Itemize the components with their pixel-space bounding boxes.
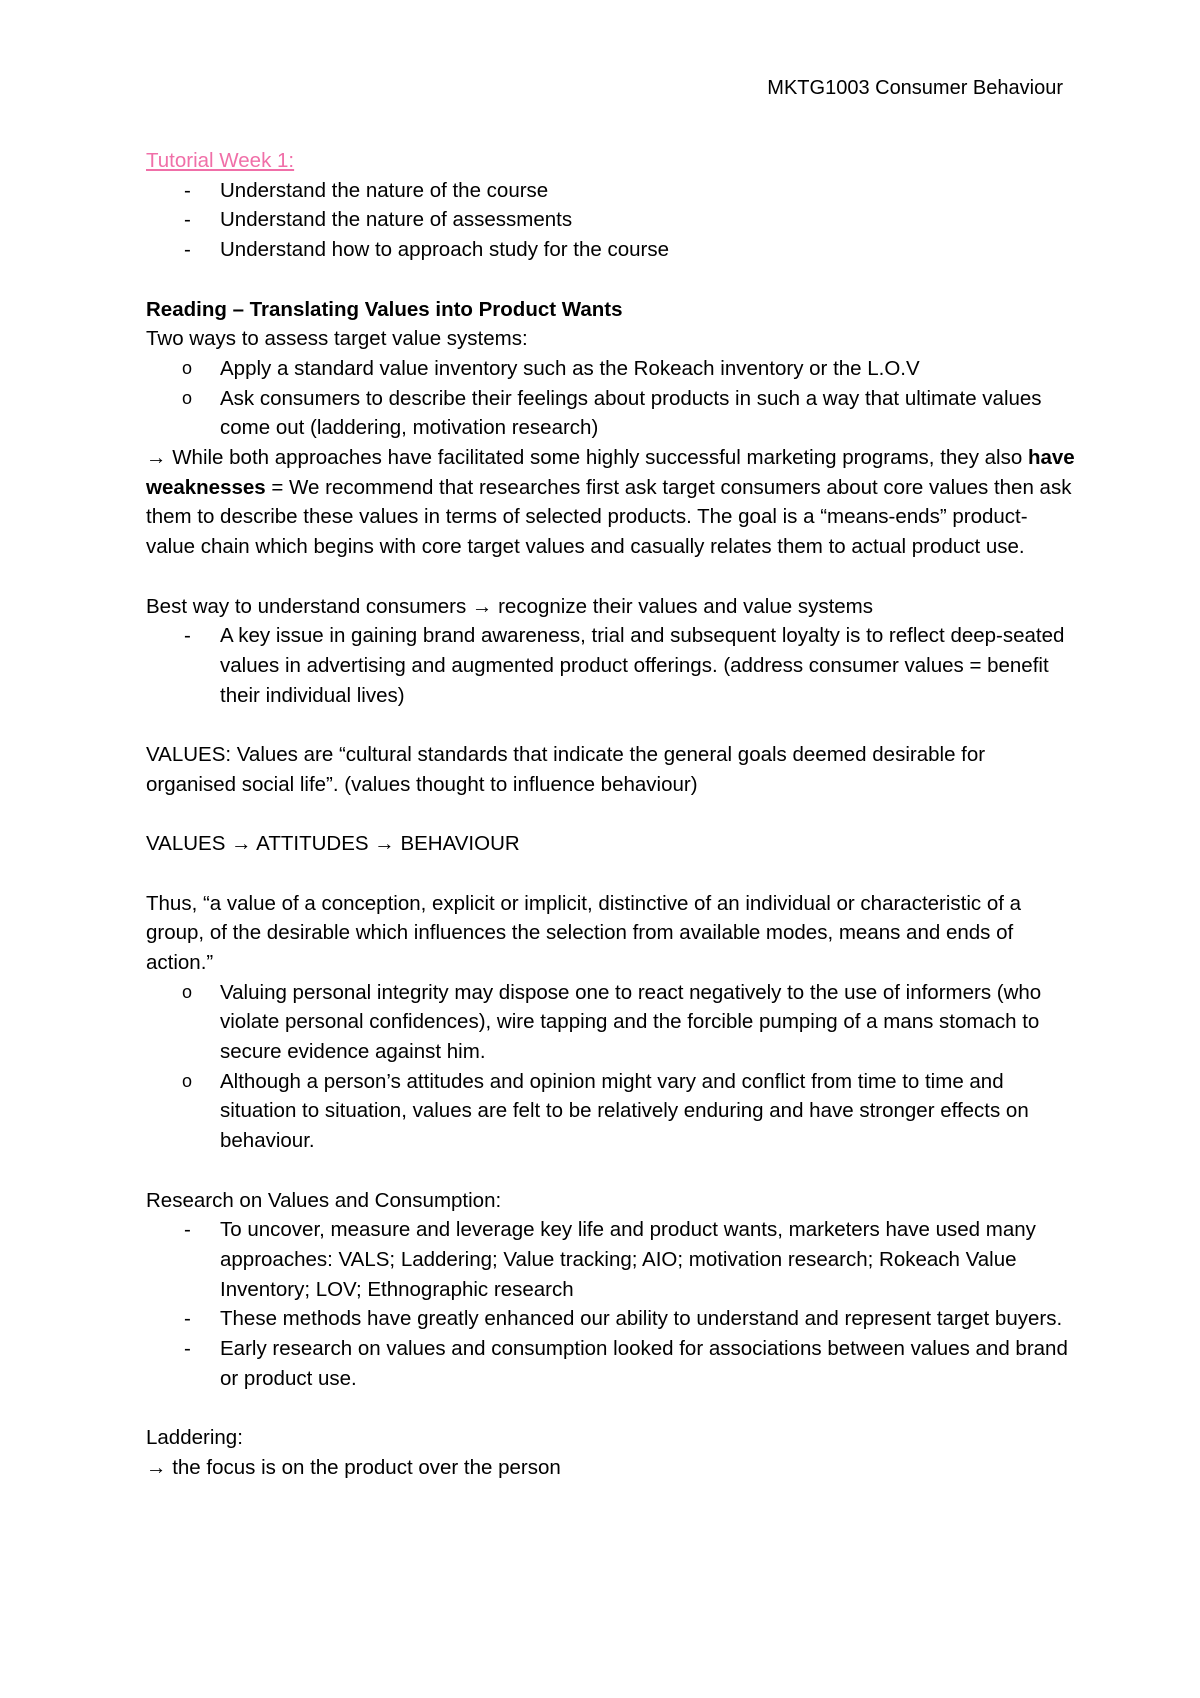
arrow-icon: →	[231, 832, 252, 856]
circle-bullet: o	[182, 981, 193, 1002]
circle-bullet: o	[182, 1070, 193, 1091]
research-heading: Research on Values and Consumption:	[146, 1188, 502, 1212]
reading-method-item	[146, 354, 1076, 384]
arrow-icon: →	[146, 1455, 167, 1479]
research-item-text: Early research on values and consumption looked for associations between values and brand or product use.	[220, 1337, 1068, 1390]
reading-method-text: Apply a standard value inventory such as the Rokeach inventory or the L.O.V	[220, 356, 920, 380]
understand-item-text: A key issue in gaining brand awareness, trial and subsequent loyalty is to reflect deep-seated values in advertising and augmented product offerings. (address consumer values = benefit their individual lives)	[220, 624, 1065, 707]
dash-bullet: -	[184, 1307, 191, 1331]
circle-bullet: o	[182, 357, 193, 378]
reading-paragraph-part1: While both approaches have facilitated some highly successful marketing programs, they also	[172, 446, 1028, 470]
reading-intro: Two ways to assess target value systems:	[146, 327, 528, 351]
document-body	[146, 146, 1076, 1483]
research-item	[146, 1334, 1076, 1393]
thus-item-text: Valuing personal integrity may dispose one to react negatively to the use of informers (who violate personal confidences), wire tapping and the forcible pumping of a mans stomach to secure evidence against him.	[220, 980, 1042, 1064]
laddering-heading: Laddering:	[146, 1426, 243, 1450]
dash-bullet: -	[184, 208, 191, 232]
laddering-focus	[146, 1453, 1076, 1483]
reading-paragraph-part2: = We recommend that researches first ask target consumers about core values then ask them to describe these values in terms of selected products. The goal is a “means-ends” product-value chain which begins with core target values and casually relates them to actual product use.	[146, 475, 1072, 559]
reading-paragraph-bold: have weaknesses	[146, 446, 1075, 499]
circle-bullet: o	[182, 387, 193, 408]
understand-lead-text: Best way to understand consumers	[146, 594, 467, 618]
spacer	[146, 265, 1076, 295]
research-item	[146, 1304, 1076, 1334]
tutorial-item-text: Understand the nature of the course	[220, 178, 549, 202]
tutorial-item	[146, 205, 1076, 235]
dash-bullet: -	[184, 178, 191, 202]
spacer	[146, 1393, 1076, 1423]
arrow-icon: →	[471, 594, 493, 618]
tutorial-item-text: Understand the nature of assessments	[220, 208, 573, 232]
values-definition: VALUES: Values are “cultural standards that indicate the general goals deemed desirable for organised social life”. (values thought to influence behaviour)	[146, 743, 986, 796]
research-item	[146, 1215, 1076, 1304]
thus-item	[146, 978, 1076, 1067]
dash-bullet: -	[184, 624, 191, 648]
chain-behaviour: BEHAVIOUR	[400, 832, 520, 856]
thus-item	[146, 1067, 1076, 1156]
understand-lead-result: recognize their values and value systems	[498, 594, 873, 618]
dash-bullet: -	[184, 1218, 191, 1242]
arrow-icon: →	[146, 446, 167, 470]
understand-item	[146, 621, 1076, 710]
reading-method-text: Ask consumers to describe their feelings about products in such a way that ultimate values come out (laddering, motivation research)	[220, 386, 1042, 440]
tutorial-item	[146, 235, 1076, 265]
values-chain	[146, 829, 1076, 859]
spacer	[146, 859, 1076, 889]
reading-method-item	[146, 384, 1076, 443]
tutorial-title: Tutorial Week 1:	[146, 149, 295, 172]
tutorial-item	[146, 176, 1076, 206]
research-item-text: To uncover, measure and leverage key life and product wants, marketers have used many approaches: VALS; Laddering; Value tracking; AIO; motivation research; Rokeach Value Inventory; LOV; Ethnographic research	[220, 1218, 1036, 1301]
spacer	[146, 1156, 1076, 1186]
reading-heading: Reading – Translating Values into Product Wants	[146, 297, 623, 321]
research-item-text: These methods have greatly enhanced our ability to understand and represent target buyers.	[220, 1307, 1063, 1331]
thus-quote: Thus, “a value of a conception, explicit or implicit, distinctive of an individual or characteristic of a group, of the desirable which influences the selection from available modes, means and ends of action.”	[146, 891, 1022, 974]
arrow-icon: →	[374, 832, 395, 856]
reading-paragraph	[146, 443, 1076, 562]
spacer	[146, 562, 1076, 592]
thus-item-text: Although a person’s attitudes and opinion might vary and conflict from time to time and situation to situation, values are felt to be relatively enduring and have stronger effects on behaviour.	[220, 1069, 1029, 1153]
spacer	[146, 710, 1076, 740]
page-header-course: MKTG1003 Consumer Behaviour	[767, 77, 1063, 99]
dash-bullet: -	[184, 1337, 191, 1361]
tutorial-item-text: Understand how to approach study for the course	[220, 238, 669, 262]
chain-values: VALUES	[146, 832, 226, 856]
spacer	[146, 799, 1076, 829]
laddering-focus-text: the focus is on the product over the person	[172, 1455, 561, 1479]
understand-lead	[146, 592, 1076, 622]
chain-attitudes: ATTITUDES	[256, 832, 369, 856]
dash-bullet: -	[184, 238, 191, 262]
